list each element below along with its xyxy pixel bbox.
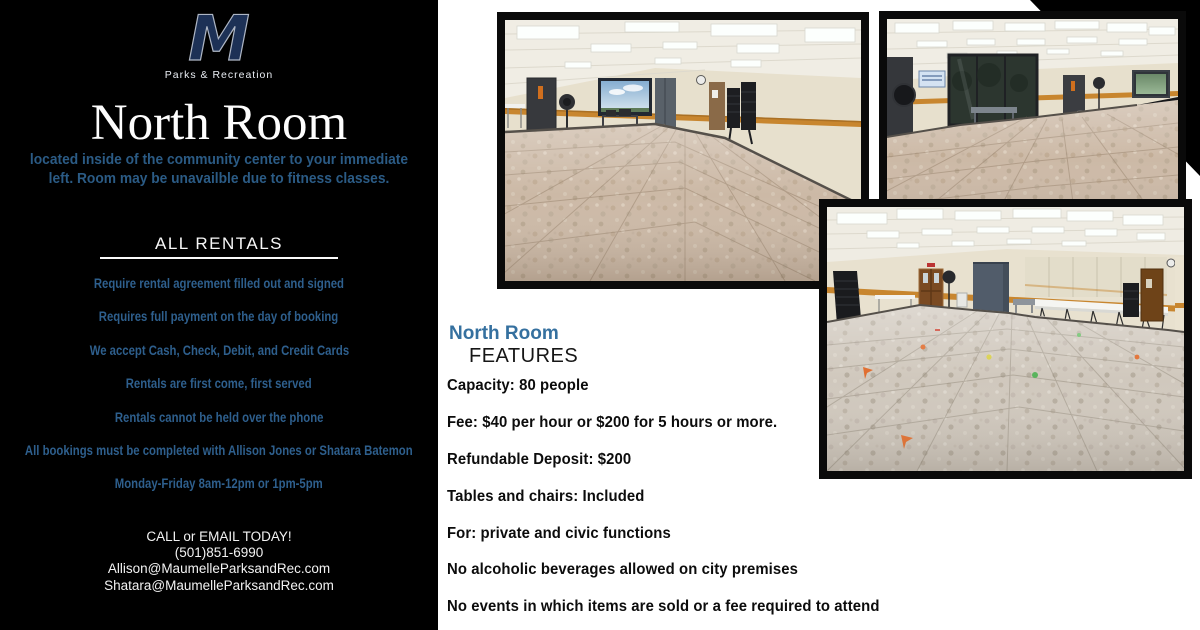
subtitle-line-1: located inside of the community center to your immediate xyxy=(29,152,409,168)
contact-block xyxy=(0,529,438,594)
page-title: North Room xyxy=(90,95,348,151)
rental-rule-agreement: Require rental agreement filled out and signed xyxy=(93,276,345,291)
features-list xyxy=(447,377,898,630)
contact-call-to-action: CALL or EMAIL TODAY! xyxy=(146,529,292,544)
rental-rule-hours: Monday-Friday 8am-12pm or 1pm-5pm xyxy=(115,476,323,492)
logo-tagline: Parks & Recreation xyxy=(164,69,274,81)
rental-rule-booking-staff: All bookings must be completed with Allison Jones or Shatara Batemon xyxy=(25,442,413,458)
feature-no-sales: No events in which items are sold or a fee required to attend xyxy=(447,598,880,616)
rentals-list xyxy=(0,276,438,510)
feature-no-alcohol: No alcoholic beverages allowed on city premises xyxy=(447,561,799,579)
rental-rule-payment: Requires full payment on the day of booking xyxy=(99,309,339,325)
parks-rec-logo xyxy=(0,4,438,88)
photo-north-room-wide-view xyxy=(497,12,869,289)
feature-tables-chairs: Tables and chairs: Included xyxy=(447,487,645,505)
contact-email-shatara: Shatara@MaumelleParksandRec.com xyxy=(104,577,334,593)
heading-underline xyxy=(100,257,338,259)
all-rentals-heading: ALL RENTALS xyxy=(155,234,283,253)
rental-rule-payment-methods: We accept Cash, Check, Debit, and Credit Cards xyxy=(89,342,349,358)
left-panel xyxy=(0,0,438,630)
rental-rule-no-phone-hold: Rentals cannot be held over the phone xyxy=(114,409,324,425)
features-heading: FEATURES xyxy=(469,345,579,367)
feature-capacity: Capacity: 80 people xyxy=(447,377,589,394)
page-subtitle xyxy=(0,151,438,189)
logo-m-icon: M xyxy=(188,4,250,75)
contact-phone: (501)851-6990 xyxy=(174,545,264,561)
features-room-name: North Room xyxy=(449,323,559,344)
contact-email-allison: Allison@MaumelleParksandRec.com xyxy=(107,561,331,577)
feature-fee: Fee: $40 per hour or $200 for 5 hours or more. xyxy=(447,413,778,431)
feature-use: For: private and civic functions xyxy=(447,524,671,542)
rental-rule-first-come: Rentals are first come, first served xyxy=(126,376,312,392)
feature-deposit: Refundable Deposit: $200 xyxy=(447,450,632,468)
subtitle-line-2: left. Room may be unavailble due to fitness classes. xyxy=(48,171,390,187)
